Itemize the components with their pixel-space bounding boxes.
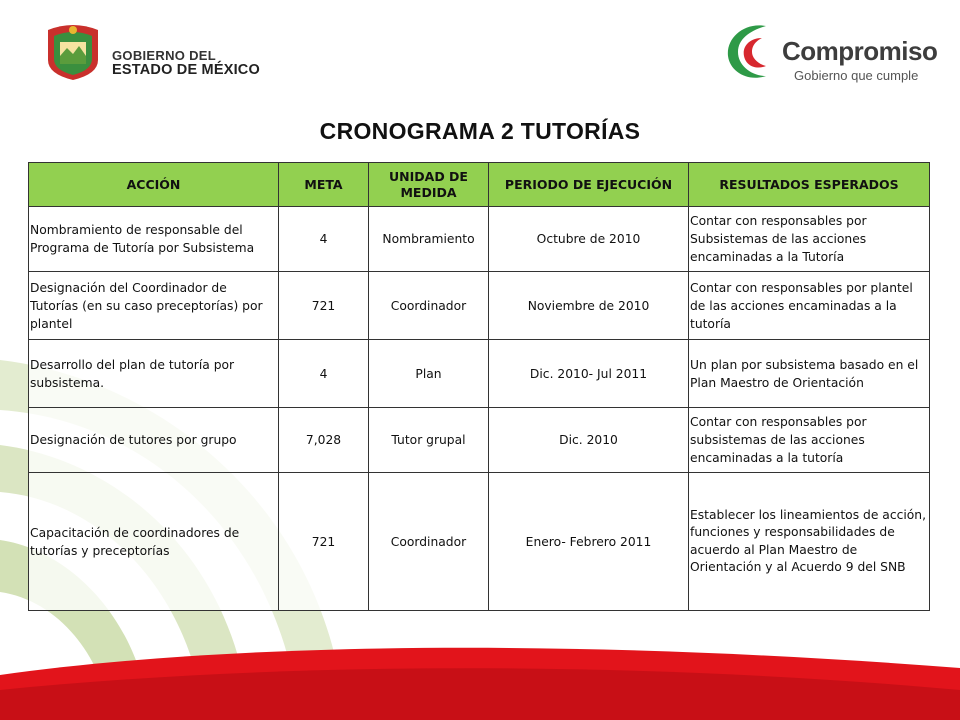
compromiso-swirl-icon <box>722 20 780 82</box>
coat-of-arms-icon <box>42 22 104 82</box>
cell-accion: Capacitación de coordinadores de tutorías y preceptorías <box>29 473 279 611</box>
gobierno-line1: GOBIERNO DEL <box>112 48 216 63</box>
column-header-accion: ACCIÓN <box>29 163 279 207</box>
page-title: CRONOGRAMA 2 TUTORÍAS <box>319 118 641 144</box>
cell-periodo: Dic. 2010 <box>489 408 689 473</box>
cell-resultados: Un plan por subsistema basado en el Plan Maestro de Orientación <box>689 340 930 408</box>
compromiso-tagline: Gobierno que cumple <box>794 68 919 83</box>
cell-unidad: Nombramiento <box>369 207 489 272</box>
cell-accion: Designación de tutores por grupo <box>29 408 279 473</box>
cell-unidad: Plan <box>369 340 489 408</box>
cell-resultados: Contar con responsables por Subsistemas de las acciones encaminadas a la Tutoría <box>689 207 930 272</box>
cell-accion: Desarrollo del plan de tutoría por subsistema. <box>29 340 279 408</box>
column-header-unidad: UNIDAD DE MEDIDA <box>369 163 489 207</box>
cell-periodo: Dic. 2010- Jul 2011 <box>489 340 689 408</box>
table-header-row <box>29 163 930 207</box>
cell-periodo: Octubre de 2010 <box>489 207 689 272</box>
cell-resultados: Establecer los lineamientos de acción, funciones y responsabilidades de acuerdo al Plan Maestro de Orientación y al Acuerdo 9 del SNB <box>689 473 930 611</box>
cell-meta: 721 <box>279 473 369 611</box>
cell-meta: 4 <box>279 207 369 272</box>
cell-resultados: Contar con responsables por subsistemas de las acciones encaminadas a la tutoría <box>689 408 930 473</box>
column-header-periodo: PERIODO DE EJECUCIÓN <box>489 163 689 207</box>
table-row <box>29 473 930 611</box>
compromiso-wordmark: Compromiso <box>782 36 938 66</box>
column-header-meta: META <box>279 163 369 207</box>
table-row <box>29 340 930 408</box>
cell-unidad: Coordinador <box>369 473 489 611</box>
cell-meta: 4 <box>279 340 369 408</box>
column-header-resultados: RESULTADOS ESPERADOS <box>689 163 930 207</box>
cell-unidad: Tutor grupal <box>369 408 489 473</box>
gobierno-logo <box>42 22 302 84</box>
cell-unidad: Coordinador <box>369 272 489 340</box>
schedule-table <box>28 162 930 611</box>
compromiso-logo <box>722 18 938 88</box>
cell-accion: Nombramiento de responsable del Programa de Tutoría por Subsistema <box>29 207 279 272</box>
cell-meta: 721 <box>279 272 369 340</box>
cell-accion: Designación del Coordinador de Tutorías (en su caso preceptorías) por plantel <box>29 272 279 340</box>
cell-periodo: Noviembre de 2010 <box>489 272 689 340</box>
gobierno-line2: ESTADO DE MÉXICO <box>112 62 260 78</box>
cell-meta: 7,028 <box>279 408 369 473</box>
cell-resultados: Contar con responsables por plantel de las acciones encaminadas a la tutoría <box>689 272 930 340</box>
table-row <box>29 272 930 340</box>
table-row <box>29 408 930 473</box>
cell-periodo: Enero- Febrero 2011 <box>489 473 689 611</box>
table-row <box>29 207 930 272</box>
